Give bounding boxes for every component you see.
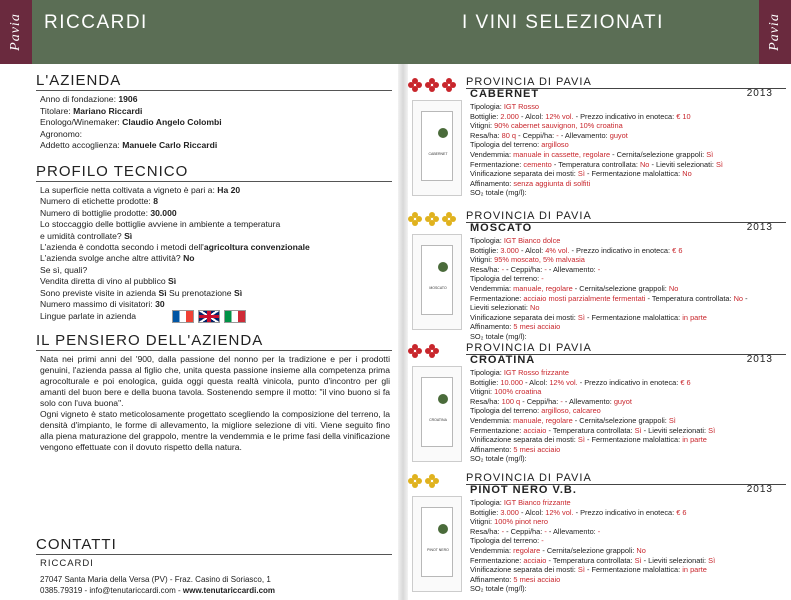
detail-segment: manuale in cassette, regolare: [513, 150, 611, 159]
detail-segment: regolare: [513, 546, 541, 555]
detail-segment: -: [544, 264, 547, 274]
bottle-label: [421, 377, 453, 447]
bottle-label-name: CABERNET: [428, 152, 448, 156]
contatti-heading: CONTATTI: [36, 536, 392, 555]
detail-segment: -: [541, 536, 544, 546]
detail-segment: Fermentazione:: [470, 425, 524, 435]
contact-line: [40, 585, 275, 596]
detail-segment: No: [668, 284, 679, 293]
wine-province: PROVINCIA DI PAVIA: [466, 210, 786, 223]
detail-segment: - Allevamento:: [546, 264, 598, 274]
profilo-line: [40, 310, 246, 323]
bottle-image: [412, 234, 462, 330]
profilo-line: [40, 242, 310, 253]
page-gutter: [398, 64, 408, 600]
wine-detail-line: [470, 435, 707, 445]
detail-segment: 90% cabernet sauvignon, 10% croatina: [494, 121, 623, 131]
profilo-line: [40, 253, 195, 264]
detail-segment: Tipologia:: [470, 368, 504, 377]
wine-detail-line: [470, 246, 682, 256]
bottle-label-name: CROATINA: [429, 418, 447, 422]
side-tab-right: [759, 0, 791, 64]
detail-segment: in parte: [682, 565, 707, 575]
detail-segment: € 6: [676, 507, 687, 517]
detail-segment: Sì: [668, 416, 676, 425]
detail-segment: 12% vol.: [545, 111, 574, 121]
detail-segment: Sì: [577, 565, 585, 575]
azienda-line: [40, 140, 217, 151]
wine-detail-line: [470, 527, 600, 537]
wine-vintage: 2013: [746, 88, 773, 99]
wines-title: I VINI SELEZIONATI: [462, 12, 664, 33]
detail-segment: guyot: [613, 396, 632, 406]
detail-segment: -: [560, 396, 563, 406]
profilo-heading: PROFILO TECNICO: [36, 163, 392, 182]
detail-segment: € 10: [676, 111, 691, 121]
azienda-heading: L'AZIENDA: [36, 72, 392, 91]
field-value: Sì: [158, 287, 167, 298]
wine-detail-line: [470, 426, 715, 436]
field-value: Sì: [233, 287, 243, 298]
detail-segment: 3.000: [500, 507, 519, 517]
label-emblem-icon: [438, 262, 448, 272]
detail-segment: Resa/ha:: [470, 526, 502, 536]
side-label: Pavia: [8, 13, 23, 51]
wine-detail-line: [470, 255, 585, 265]
detail-segment: Fermentazione:: [470, 293, 524, 303]
detail-segment: Bottiglie:: [470, 245, 501, 255]
detail-segment: - Fermentazione malolattica:: [584, 435, 683, 445]
label-emblem-icon: [438, 128, 448, 138]
wine-detail-line: [470, 121, 623, 131]
detail-segment: Affinamento:: [470, 444, 514, 454]
detail-segment: IGT Bianco dolce: [503, 236, 561, 245]
field-label: Sono previste visite in azienda: [40, 287, 159, 298]
bottle-label-name: MOSCATO: [429, 286, 447, 290]
detail-segment: € 6: [672, 245, 683, 255]
profilo-line: [40, 299, 165, 310]
field-label: Lo stoccaggio delle bottiglie avviene in ambiente a temperatura: [40, 219, 281, 230]
detail-segment: -: [597, 526, 601, 536]
side-tab-left: [0, 0, 32, 64]
wine-detail-line: [470, 584, 527, 594]
wine-detail-line: [470, 313, 707, 323]
detail-segment: Fermentazione:: [470, 555, 524, 565]
detail-segment: 10.000: [500, 377, 524, 387]
detail-segment: SO₂ totale (mg/l):: [470, 332, 527, 341]
wine-vintage: 2013: [746, 354, 773, 365]
field-value: Ha 20: [217, 185, 241, 195]
pensiero-text: Nata nei primi anni del '900, dalla passione del nonno per la tradizione e per i prodotti genuini, l'azienda passa al figlio che, unita questa passione insieme alla competenza prima agrocolturale e poi enologica, guida oggi questa realtà vinicola, punto d'incontro per gli amanti del buon bere e della buona tavola. Sostenendo sempre il motto: "il vino buono si fa solo con l'uva buona". Ogni vigneto è stato meticolosamente progettato scegliendo la composizione del terreno, la densità d'impianto, le forme di allevamento, la migliore selezione di viti. Viene seguito fino alla piena maturazione del grappolo, mentre la vendemmia e le prime fasi della vinificazione vengono effettuate con il dovuto rispetto della natura.: [40, 354, 390, 452]
detail-segment: No: [636, 546, 646, 555]
field-label: L'azienda svolge anche altre attività?: [40, 253, 184, 264]
detail-segment: Vinificazione separata dei mosti:: [470, 169, 578, 179]
wine-vintage: 2013: [746, 484, 773, 495]
wine-vintage: 2013: [746, 222, 773, 233]
detail-segment: -: [541, 274, 544, 284]
bottle-image: [412, 100, 462, 196]
wine-detail-line: [470, 274, 544, 284]
contact-address: 27047 Santa Maria della Versa (PV) - Fraz. Casino di Soriasco, 1: [40, 575, 271, 584]
wine-detail-line: [470, 508, 687, 518]
detail-segment: 100% pinot nero: [494, 517, 548, 527]
field-label: Lingue parlate in azienda: [40, 311, 139, 322]
detail-segment: - Temperatura controllata:: [551, 159, 640, 169]
detail-segment: - Ceppi/ha:: [504, 264, 545, 274]
wine-detail-line: [470, 322, 560, 332]
detail-segment: Vendemmia:: [470, 284, 514, 293]
detail-segment: Resa/ha:: [470, 264, 502, 274]
wine-detail-line: [470, 160, 723, 170]
detail-segment: Vendemmia:: [470, 416, 514, 425]
detail-segment: Affinamento:: [470, 322, 514, 332]
detail-segment: Affinamento:: [470, 574, 514, 584]
detail-segment: Tipologia:: [470, 498, 504, 507]
detail-segment: SO₂ totale (mg/l):: [470, 188, 527, 198]
detail-segment: Vinificazione separata dei mosti:: [470, 312, 578, 322]
detail-segment: cemento: [523, 159, 552, 169]
flag-italy: [224, 310, 246, 323]
detail-segment: 2.000: [500, 111, 519, 121]
wine-detail-line: [470, 406, 601, 416]
detail-segment: Tipologia del terreno:: [470, 274, 542, 284]
wine-name: CABERNET: [470, 88, 540, 100]
detail-segment: No: [529, 303, 540, 313]
flower-icon: [425, 212, 439, 226]
detail-segment: Vendemmia:: [470, 150, 514, 159]
field-label: Agronomo:: [40, 128, 83, 139]
wine-detail-line: [470, 150, 713, 160]
field-value: Mariano Riccardi: [73, 105, 143, 116]
field-label: Enologo/Winemaker:: [40, 117, 123, 127]
wine-detail-line: [470, 188, 527, 198]
flower-icon: [425, 474, 439, 488]
wine-detail-line: [470, 565, 707, 575]
wine-detail-line: [470, 387, 541, 397]
detail-segment: manuale, regolare: [513, 416, 573, 425]
detail-segment: - Ceppi/ha:: [520, 396, 561, 406]
detail-segment: SO₂ totale (mg/l):: [470, 454, 527, 464]
detail-segment: - Lieviti selezionati:: [641, 555, 709, 565]
wine-detail-line: [470, 556, 715, 566]
detail-segment: Tipologia del terreno:: [470, 406, 542, 416]
field-label: Addetto accoglienza:: [40, 140, 123, 150]
wine-entry: [408, 70, 791, 200]
bottle-label-name: PINOT NERO: [427, 548, 449, 552]
wine-detail-line: [470, 368, 569, 378]
detail-segment: 5 mesi acciaio: [513, 322, 561, 332]
field-value: No: [183, 253, 195, 264]
detail-segment: Resa/ha:: [470, 396, 502, 406]
wine-detail-line: [470, 169, 692, 179]
wine-detail-line: [470, 416, 676, 426]
flower-icon: [442, 78, 456, 92]
detail-segment: Tipologia:: [470, 236, 504, 245]
detail-segment: - Prezzo indicativo in enoteca:: [573, 507, 677, 517]
detail-segment: - Ceppi/ha:: [516, 130, 557, 140]
detail-segment: Bottiglie:: [470, 111, 501, 121]
wine-detail-line: [470, 265, 600, 275]
rating-flowers: [408, 78, 464, 92]
field-label: Numero di etichette prodotte:: [40, 196, 154, 207]
field-value: Manuele Carlo Riccardi: [122, 140, 218, 150]
detail-segment: Tipologia del terreno:: [470, 536, 542, 546]
bottle-label: [421, 245, 453, 315]
detail-segment: - Prezzo indicativo in enoteca:: [569, 245, 673, 255]
flower-icon: [408, 212, 422, 226]
detail-segment: 12% vol.: [549, 377, 578, 387]
bottle-image: [412, 366, 462, 462]
detail-segment: 100% croatina: [494, 387, 542, 397]
flower-icon: [408, 344, 422, 358]
bottle-label: [421, 111, 453, 181]
detail-segment: guyot: [609, 130, 628, 140]
detail-segment: IGT Rosso frizzante: [503, 368, 569, 377]
detail-segment: 4% vol.: [545, 245, 570, 255]
field-value: Sì: [168, 276, 177, 287]
detail-segment: € 6: [680, 377, 691, 387]
detail-segment: - Temperatura controllata:: [546, 425, 635, 435]
detail-segment: - Allevamento:: [558, 130, 610, 140]
detail-segment: Tipologia:: [470, 102, 504, 111]
wine-detail-line: [470, 397, 632, 407]
flower-icon: [408, 474, 422, 488]
detail-segment: Bottiglie:: [470, 377, 501, 387]
detail-segment: -: [743, 293, 748, 303]
wine-detail-line: [470, 498, 571, 508]
detail-segment: - Cernita/selezione grappoli:: [540, 546, 637, 555]
detail-segment: Sì: [708, 555, 716, 565]
azienda-line: [40, 117, 222, 128]
contact-phone-email: 0385.79319 - info@tenutariccardi.com -: [40, 586, 183, 595]
flag-france: [172, 310, 194, 323]
field-label: Vendita diretta di vino al pubblico: [40, 276, 169, 287]
detail-segment: -: [544, 526, 547, 536]
detail-segment: - Fermentazione malolattica:: [584, 169, 683, 179]
detail-segment: - Cernita/selezione grappoli:: [572, 416, 669, 425]
wine-detail-line: [470, 536, 544, 546]
detail-segment: acciaio mosti parzialmente fermentati: [523, 293, 646, 303]
detail-segment: senza aggiunta di solfiti: [513, 178, 591, 188]
contact-name: RICCARDI: [40, 558, 94, 569]
profilo-line: [40, 208, 177, 219]
detail-segment: - Cernita/selezione grappoli:: [572, 284, 669, 293]
wine-detail-line: [470, 517, 548, 527]
detail-segment: SO₂ totale (mg/l):: [470, 584, 527, 594]
detail-segment: - Prezzo indicativo in enoteca:: [577, 377, 681, 387]
field-label: e umidità controllate?: [40, 230, 125, 241]
detail-segment: No: [733, 293, 744, 303]
detail-segment: - Temperatura controllata:: [546, 555, 635, 565]
detail-segment: -: [597, 264, 601, 274]
detail-segment: 12% vol.: [545, 507, 574, 517]
field-value: 1906: [118, 94, 138, 104]
field-value: Claudio Angelo Colombi: [122, 117, 222, 127]
wine-detail-line: [470, 236, 560, 246]
detail-segment: 5 mesi acciaio: [513, 574, 561, 584]
detail-segment: Fermentazione:: [470, 159, 524, 169]
wine-detail-line: [470, 378, 691, 388]
field-label: Anno di fondazione:: [40, 94, 119, 104]
detail-segment: argilloso: [541, 140, 569, 150]
wine-detail-line: [470, 454, 527, 464]
detail-segment: Vinificazione separata dei mosti:: [470, 565, 578, 575]
field-value: 30: [155, 299, 165, 309]
wine-detail-line: [470, 284, 678, 294]
wine-detail-line: [470, 294, 748, 304]
detail-segment: - Cernita/selezione grappoli:: [610, 150, 707, 159]
wine-province: PROVINCIA DI PAVIA: [466, 342, 786, 355]
detail-segment: IGT Rosso: [503, 102, 540, 111]
detail-segment: - Fermentazione malolattica:: [584, 565, 683, 575]
label-emblem-icon: [438, 394, 448, 404]
detail-segment: IGT Bianco frizzante: [503, 498, 571, 507]
field-label: L'azienda è condotta secondo i metodi dell': [40, 242, 204, 252]
detail-segment: - Temperatura controllata:: [645, 293, 734, 303]
side-label: Pavia: [767, 13, 782, 51]
wine-name: MOSCATO: [470, 222, 533, 234]
detail-segment: Sì: [577, 435, 585, 445]
detail-segment: in parte: [682, 312, 707, 322]
profilo-line: [40, 265, 87, 276]
wine-detail-line: [470, 112, 691, 122]
wine-entry: [408, 466, 791, 596]
detail-segment: - Alcol:: [518, 111, 546, 121]
detail-segment: - Lieviti selezionati:: [641, 425, 709, 435]
detail-segment: -: [501, 526, 505, 536]
wine-entry: [408, 204, 791, 341]
field-label: Se sì, quali?: [40, 264, 88, 275]
rating-flowers: [408, 212, 464, 226]
bottle-image: [412, 496, 462, 592]
detail-segment: Bottiglie:: [470, 507, 501, 517]
pensiero-heading: IL PENSIERO DELL'AZIENDA: [36, 332, 392, 351]
left-column: [0, 64, 398, 600]
field-value: 8: [153, 196, 158, 207]
detail-segment: 3.000: [500, 245, 519, 255]
bottle-label: [421, 507, 453, 577]
wine-province: PROVINCIA DI PAVIA: [466, 76, 786, 89]
wine-entry: [408, 336, 791, 466]
wine-detail-line: [470, 303, 539, 313]
field-label: Su prenotazione: [166, 287, 234, 298]
label-emblem-icon: [438, 524, 448, 534]
field-label: Titolare:: [40, 105, 74, 116]
detail-segment: Sì: [715, 159, 723, 169]
detail-segment: -: [501, 264, 505, 274]
detail-segment: Resa/ha:: [470, 130, 502, 140]
wine-detail-line: [470, 575, 560, 585]
field-value: 30.000: [150, 207, 177, 218]
detail-segment: Sì: [706, 150, 714, 159]
profilo-line: [40, 288, 242, 299]
wine-detail-line: [470, 131, 628, 141]
detail-segment: - Lieviti selezionati:: [649, 159, 716, 169]
wine-name: CROATINA: [470, 354, 536, 366]
detail-segment: acciaio: [523, 555, 547, 565]
detail-segment: 80 q: [501, 130, 517, 140]
profilo-line: [40, 219, 280, 230]
wine-detail-line: [470, 102, 539, 112]
flag-uk: [198, 310, 220, 323]
detail-segment: Lieviti selezionati:: [470, 303, 530, 313]
detail-segment: Sì: [577, 169, 585, 179]
detail-segment: Vitigni:: [470, 255, 495, 265]
wine-detail-line: [470, 140, 569, 150]
azienda-line: [40, 129, 82, 140]
wine-province: PROVINCIA DI PAVIA: [466, 472, 786, 485]
detail-segment: Sì: [708, 425, 716, 435]
detail-segment: acciaio: [523, 425, 547, 435]
detail-segment: Vinificazione separata dei mosti:: [470, 435, 578, 445]
detail-segment: Tipologia del terreno:: [470, 140, 542, 150]
detail-segment: No: [682, 169, 692, 179]
wine-detail-line: [470, 546, 646, 556]
detail-segment: manuale, regolare: [513, 284, 573, 293]
detail-segment: -: [556, 130, 559, 140]
contact-website[interactable]: www.tenutariccardi.com: [182, 586, 276, 595]
rating-flowers: [408, 474, 464, 488]
detail-segment: 100 q: [501, 396, 521, 406]
wine-detail-line: [470, 179, 590, 189]
detail-segment: argilloso, calcareo: [541, 406, 601, 416]
detail-segment: Vitigni:: [470, 387, 495, 397]
flower-icon: [425, 78, 439, 92]
flower-icon: [425, 344, 439, 358]
detail-segment: - Allevamento:: [546, 526, 598, 536]
field-label: Numero massimo di visitatori:: [40, 299, 156, 309]
profilo-line: [40, 185, 240, 196]
detail-segment: - Alcol:: [523, 377, 550, 387]
detail-segment: - Fermentazione malolattica:: [584, 312, 683, 322]
detail-segment: Vendemmia:: [470, 546, 514, 555]
field-label: Numero di bottiglie prodotte:: [40, 207, 151, 218]
detail-segment: Sì: [634, 555, 642, 565]
wine-name: PINOT NERO V.B.: [470, 484, 577, 496]
azienda-line: [40, 94, 137, 105]
detail-segment: - Ceppi/ha:: [504, 526, 545, 536]
field-value: agricoltura convenzionale: [203, 242, 310, 252]
detail-segment: 95% moscato, 5% malvasia: [494, 255, 585, 265]
detail-segment: No: [639, 159, 650, 169]
detail-segment: 5 mesi acciaio: [513, 444, 561, 454]
winery-title: RICCARDI: [44, 12, 148, 33]
rating-flowers: [408, 344, 464, 358]
field-label: La superficie netta coltivata a vigneto è pari a:: [40, 185, 218, 195]
detail-segment: - Alcol:: [518, 507, 546, 517]
detail-segment: - Prezzo indicativo in enoteca:: [573, 111, 677, 121]
detail-segment: Sì: [634, 425, 642, 435]
flower-icon: [442, 212, 456, 226]
flower-icon: [408, 78, 422, 92]
profilo-line: [40, 231, 132, 242]
detail-segment: Affinamento:: [470, 178, 514, 188]
profilo-line: [40, 196, 158, 207]
detail-segment: - Allevamento:: [562, 396, 614, 406]
detail-segment: Vitigni:: [470, 517, 495, 527]
field-value: Sì: [124, 230, 133, 241]
detail-segment: - Alcol:: [518, 245, 546, 255]
detail-segment: Vitigni:: [470, 121, 495, 131]
profilo-line: [40, 276, 176, 287]
wine-detail-line: [470, 445, 560, 455]
detail-segment: in parte: [682, 435, 707, 445]
azienda-line: [40, 106, 142, 117]
detail-segment: Sì: [577, 312, 585, 322]
